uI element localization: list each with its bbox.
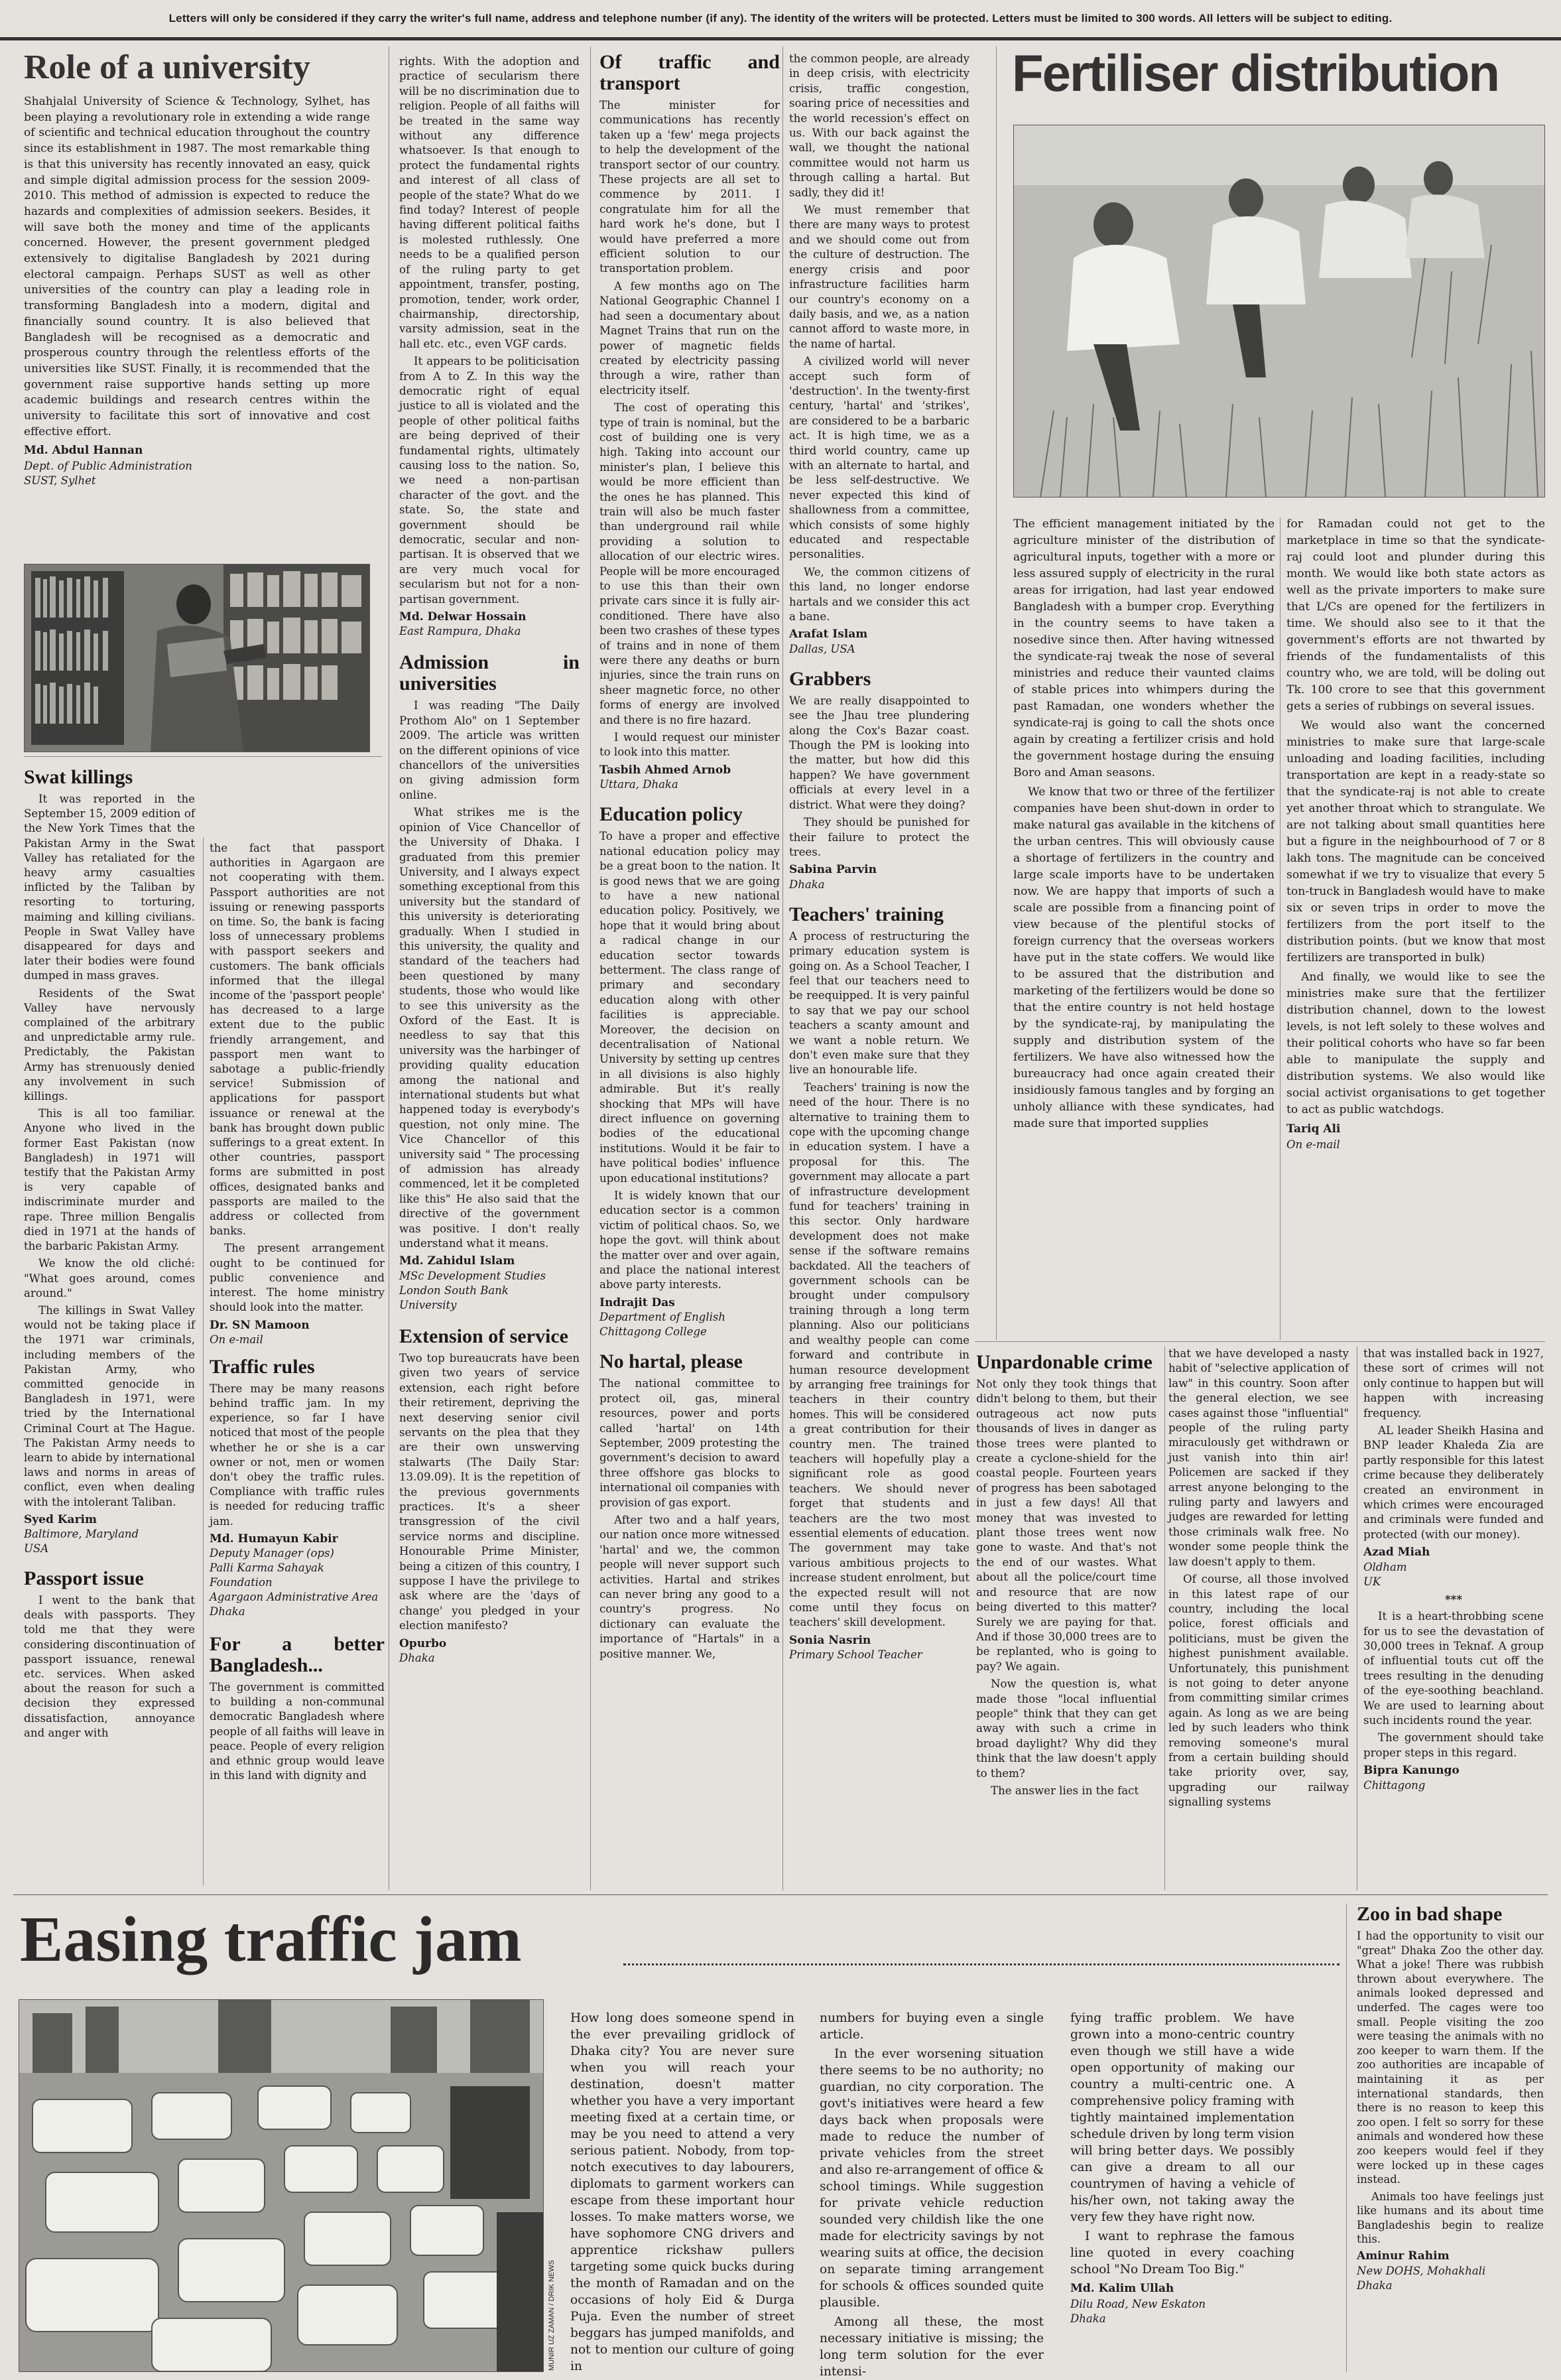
crime-p4: that we have developed a nasty habit of "selective application of law" in this country. Soon after the general election, we see cases against those "influential" people of the ruling party miraculously get withdrawn or just vanish into thin air! Policemen are sacked if they arrest anyone belonging to the ruling party and lawyers and judges are rewarded for letting those criminals walk free. No wonder some people think the law doesn't apply to them.	[1168, 1347, 1349, 1568]
hartal-p4: We must remember that there are many ways to protest and we should come out from the culture of destruction. The energy crisis and poor infrastructure facilities harm our country's economy on a daily basis, and we, as a nation cannot afford to waste more, in the name of hartal.	[789, 204, 969, 350]
crime-author-2: Bipra Kanungo	[1363, 1764, 1460, 1778]
easing-p1: How long does someone spend in the ever prevailing gridlock of Dhaka city? You are never sure when you will reach your destination, doesn't matter whether you have a very important meeting fixed at a certain time, or may be you need to attend a very serious patient. Nobody, from top-notch executives to day labourers, diplomats to garment workers can escape from these important hour losses. To make matters worse, we have sophomore CNG drivers and apprentice rickshaw pullers targeting some quick bucks during the month of Ramadan and on the occasions of holy Eid & Durga Puja. Even the number of street beggars has jumped manifolds, and not to mention our culture of going in	[570, 2011, 794, 2373]
column-hartal-grabbers-teachers	[789, 52, 969, 1896]
hartal-p3: the common people, are already in deep crisis, with electricity crisis, traffic congestion, soaring price of necessities and the world recession's effect on us. With our back against the wall, we thought the national committee would not harm us through calling a hartal. But sadly, they did it!	[789, 52, 969, 199]
hartal-author: Arafat Islam	[789, 628, 868, 641]
swat-p2: Residents of the Swat Valley have nervously complained of the arbitrary and unpredictable army rule. Predictably, the Pakistan Army has strenuously denied any involvement in such killings.	[24, 986, 195, 1103]
role-author: Md. Abdul Hannan	[24, 444, 143, 458]
headline-easing-traffic: Easing traffic jam	[20, 1904, 522, 1975]
letter-role-of-university	[24, 46, 370, 557]
admission-affil-1: MSc Development Studies	[399, 1269, 546, 1282]
easing-p3: In the ever worsening situation there seems to be no authority; no guardian, no city corporation. The govt's initiatives were heard a few days back when proposals were made to reduce the number of private vehicles from the street and also re-arrangement of office & school timings. While suggestion for private vehicle reduction sounded very childish like the one made for electricity savings by not wearing suits at office, the decision on separate timing arrangement for schools & offices sounded quite plausible.	[820, 2047, 1044, 2310]
headline-unpardonable-crime: Unpardonable crime	[976, 1351, 1153, 1373]
crime-p9: The government should take proper steps in this regard.	[1363, 1731, 1544, 1759]
oftraffic-author: Tasbih Ahmed Arnob	[599, 763, 731, 777]
hartal-p5: A civilized world will never accept such form of 'destruction'. In the twenty-first century, 'hartal' and 'strikes', are considered to be a barbaric act. It is high time, we as a third world country, came up with an alternate to hartal, and be less self-destructive. We never expected this kind of shallowness from a committee, which consists of some highly educated and respectable personalities.	[789, 355, 969, 561]
swat-author: Syed Karim	[24, 1512, 97, 1526]
traffic-rules-affil-5: Dhaka	[210, 1605, 245, 1618]
oftraffic-p1: The minister for communications has recently taken up a 'few' mega projects to help the development of the transport sector of our country. These projects are all set to commence by 2011. I congratulate him for all the hard work he's done, but I would have preferred a more efficient solution to our transportation problem.	[599, 99, 780, 275]
education-author: Indrajit Das	[599, 1295, 675, 1309]
crime-p2: Now the question is, what made those "local influential people" think that they can get away with such a crime in broad daylight? Why did they think that the law doesn't apply to them?	[976, 1678, 1156, 1780]
letter-swat-killings	[24, 761, 195, 1739]
section-rule	[975, 1341, 1545, 1342]
grabbers-p1: We are really disappointed to see the Jhau tree plundering along the Cox's Bazar coast. Though the PM is looking into the matter, but how did this happen? We have government officials at every level in a district. What were they doing?	[789, 694, 969, 811]
oftraffic-p2: A few months ago on The National Geographic Channel I had seen a documentary about Magnet Trains that run on the power of magnetic fields created by electricity passing through a wire, rather than electricity itself.	[599, 279, 780, 397]
crime-affil-1: Oldham	[1363, 1560, 1407, 1573]
easing-p5: fying traffic problem. We have grown into a mono-centric country even though we still have a wide open opportunity of making our country a multi-centric one. A comprehensive policy framing with tightly maintained implementation schedule driven by long term vision will bring better days. We possibly can give a dream to all our countrymen of having a vehicle of his/her own, not taking away the very few they have right now.	[1070, 2011, 1294, 2224]
teachers-p1: A process of restructuring the primary education system is going on. As a School Teacher, I feel that our teachers need to be reequipped. It is very painful to say that we pay our school teachers a scanty amount and we want a noble return. We don't even make sure that they live an honourable life.	[789, 929, 969, 1077]
zoo-affil-2: Dhaka	[1357, 2279, 1393, 2292]
role-body: Shahjalal University of Science & Technology, Sylhet, has been playing a revolutionary role in extending a wide range of scientific and technical education throughout the country since its establishment in 1987. The most remarkable thing is that this university has recently innovated an easy, quick and simple digital admission process for the session 2009-2010. This method of admission is expected to reduce the hazards and complexities of admission seekers. Besides, it will save both the money and time of the applicants concerned. However, the present government pledged extensively to digitalise Bangladesh by 2021 during electoral campaign. Perhaps SUST as well as other universities of the country can play a leading role in transforming Bangladesh into a modern, digital and financially sound country. It is also believed that Bangladesh will be recognised as a democratic and prosperous country through the relentless efforts of the universities like SUST. Finally, it is recommended that the government raise supportive hands setting up more academic buildings and research centres within the university to facilitate this sort of innovative and cost effective effort.	[24, 95, 370, 438]
easing-affil-2: Dhaka	[1070, 2312, 1106, 2325]
crime-p5: Of course, all those involved in this latest rape of our country, including the local police, forest officials and politicians, must be given the highest punishment available. Unfortunately, this punishment is not going to deter anyone from committing similar crimes again. As long as we are being led by such leaders who think removing someone's mural from a certain building should take priority over, say, upgrading our railway signalling systems	[1168, 1573, 1349, 1809]
column-rule	[996, 46, 997, 1340]
swat-p5: The killings in Swat Valley would not be taking place if the 1971 war criminals, including members of the Pakistan Army, who committed genocide in Bangladesh in 1971, were tried by the International Criminal Court at The Hague. The Pakistan Army needs to learn to abide by international laws and norms in areas of conflict, even when dealing with the intolerant Taliban.	[24, 1303, 195, 1508]
extension-affil: Dhaka	[399, 1652, 435, 1664]
fertiliser-affil: On e-mail	[1286, 1138, 1340, 1151]
secular-p2: It appears to be politicisation from A to Z. In this way the democratic right of equal justice to all is violated and the people of other political faiths are being deprived of their fundamental rights, ultimately causing loss to the nation. So, we need a non-partisan character of the govt. and the state. So, the state and government should be democratic, secular and non-partisan. It is observed that we are very much vocal for secularism but not for a non-partisan government.	[399, 355, 580, 606]
column-rule	[590, 46, 591, 1890]
teachers-affil: Primary School Teacher	[789, 1648, 922, 1662]
fertiliser-farmers-photo	[1013, 125, 1545, 497]
better-body: The government is committed to building a non-communal democratic Bangladesh where people of all faiths will leave in peace. People of every religion and ethnic group would leave in this land with dignity and	[210, 1680, 385, 1782]
crime-column-3	[1363, 1347, 1544, 1894]
crime-column-2	[1168, 1347, 1349, 1894]
easing-column-2	[820, 2010, 1044, 2379]
swat-p4: We know the old cliché: "What goes around, comes around."	[24, 1257, 195, 1299]
column-secular-admission-extension	[399, 54, 580, 1898]
education-affil-2: Chittagong College	[599, 1325, 707, 1339]
fertiliser-p1: The efficient management initiated by the agriculture minister of the distribution of agricultural inputs, together with a more or less assured supply of electricity in the rural areas for irrigation, had last year endowed Bangladesh with a bumper crop. Everything in the country seems to have taken a nosedive since then. After having witnessed the syndicate-raj tweak the nose of several ministries and reduce their vaunted claims of stable prices into whimpers during the past Ramadan, one wonders whether the syndicate-raj is going to call the shots once again by creating a fertilizer crisis and hold the government hostage during the ensuing Boro and Aman seasons.	[1013, 517, 1275, 779]
traffic-rules-affil-1: Deputy Manager (ops)	[210, 1546, 334, 1559]
traffic-rules-author: Md. Humayun Kabir	[210, 1532, 338, 1546]
teachers-author: Sonia Nasrin	[789, 1633, 871, 1647]
grabbers-affil: Dhaka	[789, 878, 825, 891]
traffic-rules-body: There may be many reasons behind traffic jam. In my experience, so far I have noticed that most of the people whether he or she is a car owner or not, men or women don't obey the traffic rules. Compliance with traffic rules is needed for reducing traffic jam.	[210, 1382, 385, 1528]
letter-zoo	[1357, 1904, 1544, 2372]
headline-admission: Admission in universities	[399, 651, 580, 695]
fertiliser-p5: And finally, we would like to see the ministries make sure that the fertilizer distribution channel, down to the lowest levels, is not left solely to these wolves and their political cohorts who have so far been able to manipulate the supply and distribution systems. We also would like social activist organisations to get together to act as public watchdogs.	[1286, 970, 1545, 1116]
column-rule	[1346, 1904, 1347, 2372]
column-passport-traffic-rules	[210, 841, 385, 1836]
easing-column-3	[1070, 2010, 1294, 2373]
crime-separator: ***	[1444, 1592, 1463, 1606]
photo-credit: MUNIR UZ ZAMAN / DRIK NEWS	[548, 2260, 556, 2371]
headline-of-traffic: Of traffic and transport	[599, 51, 780, 94]
column-rule	[1164, 1347, 1165, 1890]
library-photo	[24, 564, 370, 752]
section-rule	[13, 1894, 1548, 1895]
column-rule	[782, 46, 783, 1890]
crime-affil2: Chittagong	[1363, 1778, 1426, 1792]
headline-dotted-leader	[623, 1963, 1340, 1965]
headline-swat-killings: Swat killings	[24, 766, 133, 788]
zoo-affil-1: New DOHS, Mohakhali	[1357, 2264, 1486, 2277]
passport-author: Dr. SN Mamoon	[210, 1318, 310, 1332]
traffic-rules-affil-3: Foundation	[210, 1575, 273, 1589]
education-p2: It is widely known that our education sector is a common victim of political chaos. So, we hope the govt. will think about the matter over and over again, and place the national interest above party interests.	[599, 1189, 780, 1291]
swat-affil-1: Baltimore, Maryland	[24, 1527, 139, 1540]
easing-column-1	[570, 2010, 794, 2373]
grabbers-author: Sabina Parvin	[789, 863, 877, 877]
secular-author: Md. Delwar Hossain	[399, 610, 527, 624]
hartal-p1: The national committee to protect oil, gas, mineral resources, power and ports called 'hartal' on 14th September, 2009 protesting the government's decision to award three offshore gas blocks to international oil companies with provision of gas export.	[599, 1377, 780, 1509]
education-p1: To have a proper and effective national education policy may be a great boon to the nation. It is good news that we are going to have a new national education policy. Positively, we hope that it would bring about a radical change in our education sector towards betterment. The class range of primary and secondary education along with other facilities is appreciable. Moreover, the decision on decentralisation of National University by setting up centres in all divisions is also highly admirable. But it's really shocking that MPs will have direct influence on governing bodies of the educational institutions. Would it be fair to have political bodies' influence upon educational institutions?	[599, 830, 780, 1185]
fertiliser-author: Tariq Ali	[1286, 1122, 1341, 1136]
easing-affil-1: Dilu Road, New Eskaton	[1070, 2298, 1206, 2310]
crime-p8: It is a heart-throbbing scene for us to see the devastation of 30,000 trees in Teknaf. A group of influential touts cut off the trees resulting in the denuding of the eye-soothing beachland. We are used to learning about such incidents round the year.	[1363, 1610, 1544, 1727]
column-traffic-education-hartal	[599, 52, 780, 1896]
letters-notice: Letters will only be considered if they carry the writer's full name, address and telephone number (if any). The identity of the writers will be protected. Letters must be limited to 300 words. All letters will be subject to editing.	[0, 0, 1561, 40]
education-affil-1: Department of English	[599, 1311, 725, 1324]
admission-p1: I was reading "The Daily Prothom Alo" on 1 September 2009. The article was written on the different opinions of vice chancellors of the universities on giving admission form online.	[399, 699, 580, 801]
oftraffic-affil: Uttara, Dhaka	[599, 778, 678, 791]
headline-better-bangladesh: For a better Bangladesh...	[210, 1632, 385, 1676]
passport-p2: the fact that passport authorities in Agargaon are not cooperating with them. Passport authorities are not issuing or renewing passports on time. So, the bank is facing loss of unnecessary problems with passport seekers and customers. The bank officials informed that the illegal income of the 'passport people' has decreased to a large extent due to the public friendly arrangement, and passport men want to sabotage a public-friendly service! Submission of applications for passport issuance or renewal at the bank has brought down public sufferings to a great extent. In other countries, passport forms are submitted in post offices, designated banks and passports are mailed to the address or collected from banks.	[210, 842, 385, 1238]
hartal-p2: After two and a half years, our nation once more witnessed 'hartal' and we, the common people will never support such activities. Hartal and strikes can never bring any good to a country's progress. No dictionary can evaluate the importance of "Hartals" in a positive manner. We,	[599, 1513, 780, 1660]
easing-author: Md. Kalim Ullah	[1070, 2282, 1174, 2295]
headline-passport-issue: Passport issue	[24, 1567, 144, 1589]
fertiliser-p4: We would also want the concerned ministries to make sure that large-scale unloading and loading facilities, including transportation are kept in a ready-state so that the syndicate-raj is not able to create yet another throat which to strangulate. We are not talking about small quantities here but a figure in the neighbourhood of 7 or 8 lakh tons. The magnitude can be conceived somewhat if we try to visualize that every 5 ton-truck in Bangladesh would have to make six or seven trips in order to move the fertilizers from the port itself to the distribution points. (but we know that most fertilizers are transported in bulk)	[1286, 719, 1545, 964]
crime-p3: The answer lies in the fact	[991, 1784, 1139, 1797]
headline-teachers-training: Teachers' training	[789, 903, 944, 925]
oftraffic-p4: I would request our minister to look into this matter.	[599, 731, 780, 759]
hartal-affil: Dallas, USA	[789, 642, 855, 655]
role-affil-1: Dept. of Public Administration	[24, 460, 192, 473]
crime-p7: AL leader Sheikh Hasina and BNP leader Khaleda Zia are partly responsible for this latest crime because they deliberately created an environment in which crimes were encouraged and criminals were funded and protected (with our money).	[1363, 1424, 1544, 1541]
crime-affil-2: UK	[1363, 1575, 1381, 1588]
headline-traffic-rules: Traffic rules	[210, 1355, 315, 1378]
easing-p4: Among all these, the most necessary initiative is missing; the long term solution for the ever intensi-	[820, 2315, 1044, 2379]
traffic-rules-affil-4: Agargaon Administrative Area	[210, 1590, 379, 1603]
grabbers-p2: They should be punished for their failure to protect the trees.	[789, 816, 969, 858]
admission-author: Md. Zahidul Islam	[399, 1254, 515, 1268]
headline-education-policy: Education policy	[599, 803, 743, 826]
admission-affil-3: University	[399, 1298, 457, 1311]
swat-p1: It was reported in the September 15, 2009 edition of the New York Times that the Pakistan Army in the Swat Valley has retaliated for the heavy army casualties inflicted by the Taliban by resorting to torturing, maiming and killing civilians. People in Swat Valley have disappeared for days and later their bodies were found dumped in mass graves.	[24, 793, 195, 982]
traffic-jam-photo	[19, 1999, 544, 2372]
headline-grabbers: Grabbers	[789, 667, 871, 690]
headline-fertiliser: Fertiliser distribution	[1012, 44, 1499, 102]
easing-p2: numbers for buying even a single article.	[820, 2011, 1044, 2042]
headline-no-hartal: No hartal, please	[599, 1351, 743, 1373]
extension-author: Opurbo	[399, 1636, 447, 1650]
zoo-p1: I had the opportunity to visit our "great" Dhaka Zoo the other day. What a joke! There was rubbish thrown about everywhere. The animals looked depressed and underfed. The cages were too small. People visiting the zoo were teasing the animals with no zoo keeper to warn them. If the zoo authorities are incapable of maintaining it as per international standards, then there is no reason to keep this zoo open. I felt so sorry for these animals and wondered how these zoo keepers would feel if they were locked up in these cages instead.	[1357, 1930, 1544, 2186]
easing-p6: I want to rephrase the famous line quoted in every coaching school "No Dream Too Big."	[1070, 2229, 1294, 2277]
swat-affil-2: USA	[24, 1542, 49, 1555]
fertiliser-p3: for Ramadan could not get to the marketplace in time so that the syndicate-raj could loot and plunder during this month. We would like both state actors as well as the private importers to make sure that L/Cs are opened for the fertilizers in time. We should also see to it that the government's efforts are not thwarted by friends of the fundamentalists of this country who, we are told, will be doling out Tk. 100 crore to see that this government gets a series of rubbings on several issues.	[1286, 517, 1545, 713]
hartal-p6: We, the common citizens of this land, no longer endorse hartals and we consider this act a bane.	[789, 565, 969, 624]
zoo-p2: Animals too have feelings just like humans and its about time Bangladeshis begin to realize this.	[1357, 2190, 1544, 2246]
admission-affil-2: London South Bank	[399, 1284, 509, 1297]
secular-p1: rights. With the adoption and practice of secularism there will be no discrimination due to religion. People of all faiths will be treated in the same way without any difference whatsoever. Is that enough to protect the fundamental rights and interest of all class of people of the state? What do we find today? Interest of people having different political faiths is molested ruthlessly. One needs to be a qualified person of the ruling party to get appointment, transfer, posting, promotion, tender, work order, chairmanship, directorship, varsity admission, seat in the hall etc. etc., even VGF cards.	[399, 55, 580, 350]
headline-role-of-university: Role of a university	[24, 48, 310, 86]
crime-column-1	[976, 1347, 1156, 1894]
headline-zoo: Zoo in bad shape	[1357, 1903, 1503, 1925]
passport-p1: I went to the bank that deals with passports. They told me that they were considering discontinuation of passport issuance, renewal etc. services. When asked about the reason for such a decision they expressed dissatisfaction, annoyance and anger with	[24, 1593, 195, 1739]
passport-affil: On e-mail	[210, 1333, 263, 1346]
oftraffic-p3: The cost of operating this type of train is nominal, but the cost of building one is very high. Taking into account our minister's plan, I believe this would be more efficient than the ones he has planned. This train will also be much faster than underground rail while providing a solution to allocation of our electric wires. People will be more encouraged to use this than their own private cars since it is fully air-conditioned. There have also been two crashes of these types of trains and in none of them were there any deaths or burn injuries, since the train runs on sheer magnetic force, no other forms of energy are involved and there is no fire hazard.	[599, 401, 780, 726]
role-affil-2: SUST, Sylhet	[24, 474, 96, 488]
crime-p6: that was installed back in 1927, these sort of crimes will not only continue to happen but will happen with increasing frequency.	[1363, 1347, 1544, 1420]
teachers-p2: Teachers' training is now the need of the hour. There is no alternative to training them to cope with the upcoming change in education system. I have a proposal for this. The government may allocate a part of infrastructure development fund for teachers' training in this sector. Only hardware development does not make sense if the software remains backdated. All the teachers of government schools can be brought under compulsory training through a long term planning. Also our politicians and wealthy people can come forward and contribute in human resource development by arranging free trainings for teachers in their country homes. This will be considered a great contribution for their country men. The trained teachers will hopefully play a significant role as good teachers. We should never forget that students and teachers are the two most essential elements of education. The government may take various ambitious projects to increase student enrolment, but the expected result will not come until they focus on teachers' skill development.	[789, 1081, 969, 1629]
crime-p1: Not only they took things that didn't belong to them, but their outrageous act now puts thousands of lives in danger as those trees were planted to create a cyclone-shield for the coastal people. Fourteen years of progress has been sabotaged in just a few days! All that money that was invested to plant those trees went now gone to waste. And that's not the end of our wastes. What about all the police/court time and resource that are now being diverted to this matter? Surely we are paying for that. And if those 30,000 trees are to be replanted, who is going to pay? We again.	[976, 1378, 1156, 1673]
traffic-rules-affil-2: Palli Karma Sahayak	[210, 1561, 324, 1574]
fertiliser-p2: We know that two or three of the fertilizer companies have been shut-down in order to make natural gas available in the kitchens of the urban centres. This will obviously cause a shortage of fertilizers in the country and large scale imports have to be undertaken now. We are happy that imports of such a scale are possible from a financing point of view because of the plentiful stocks of foreign currency that the overseas workers have put in the state coffers. We would like to be assured that the distribution and marketing of the fertilizers would be done so that the entire country is not held hostage by the syndicate-raj, by manipulating the supply and distribution system of the fertilizers. We have also witnessed how the bureaucracy had once again created their insidiously famous tangles and by forging an unholy alliance with these syndicates, had made sure that imported supplies	[1013, 785, 1275, 1130]
zoo-author: Aminur Rahim	[1357, 2249, 1450, 2263]
swat-p3: This is all too familiar. Anyone who lived in the former East Pakistan (now Bangladesh) in 1971 will testify that the Pakistan Army is very capable of indiscriminate murder and rape. Three million Bengalis died in 1971 at the hands of the barbaric Pakistan Army.	[24, 1107, 195, 1253]
crime-author: Azad Miah	[1363, 1546, 1430, 1559]
admission-p2: What strikes me is the opinion of Vice Chancellor of the University of Dhaka. I graduated from this premier University, and I always expect something exceptional from this university but the standard of this university is deteriorating gradually. When I studied in this university, the quality and standard of the teachers had been questioned by many students, those who would like to see this university as the Oxford of the East. It is needless to say that this university was the harbinger of providing quality education among the national and international students but what happened today is everybody's question, not only mine. The Vice Chancellor of this university said " The processing of admission has already commenced, let it be completed like this" He also said that the directive of the government was positive. I don't really understand what it means.	[399, 806, 580, 1250]
section-rule	[24, 756, 382, 757]
extension-body: Two top bureaucrats have been given two years of service extension, each right before their retirement, depriving the next deserving senior civil servants on the plea that they are their own unswerving stalwarts (The Daily Star: 13.09.09). It is the repetition of the previous governments practices. It's a sheer transgression of the civil service norms and discipline. Honourable Prime Minister, being a citizen of this country, I suppose I have the privilege to ask where are the 'days of change' you pledged in your election manifesto?	[399, 1351, 580, 1632]
headline-extension: Extension of service	[399, 1325, 568, 1347]
secular-affil: East Rampura, Dhaka	[399, 625, 521, 638]
column-rule	[203, 837, 204, 1885]
passport-p3: The present arrangement ought to be continued for public convenience and interest. The home ministry should look into the matter.	[210, 1242, 385, 1314]
